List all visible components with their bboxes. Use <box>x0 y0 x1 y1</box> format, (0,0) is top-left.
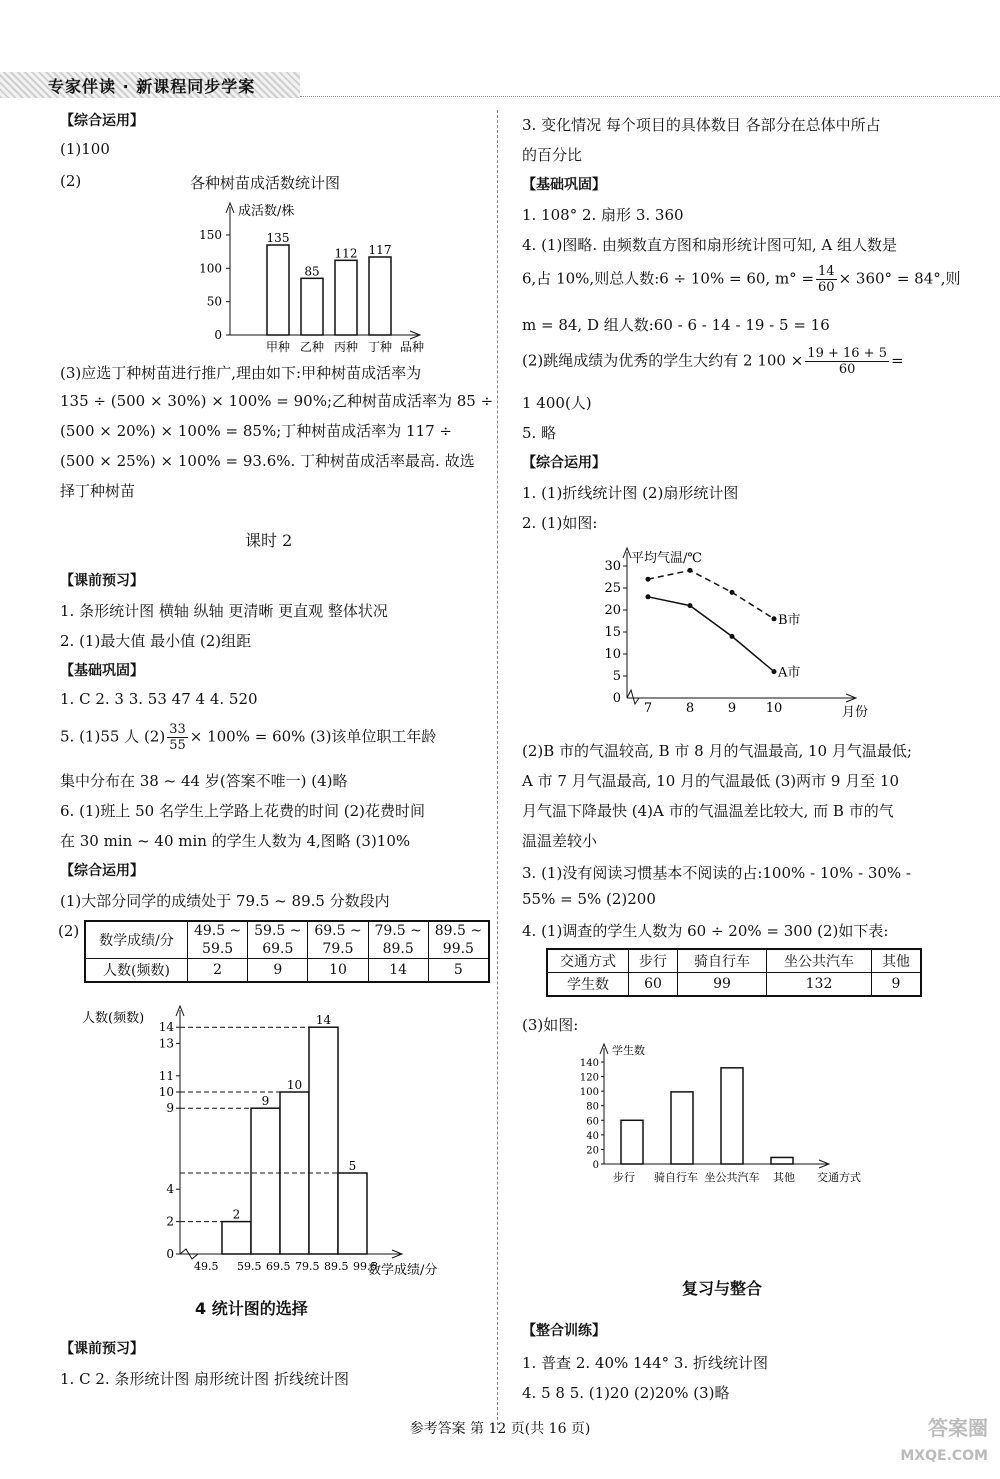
answer-line: 6. (1)班上 50 名学生上学路上花费的时间 (2)花费时间 <box>60 802 425 820</box>
answer-line: 4. 5 8 5. (1)20 (2)20% (3)略 <box>522 1384 730 1402</box>
bar-value-label: 117 <box>368 243 392 257</box>
answer-line: 的百分比 <box>522 146 583 164</box>
table-cell: 89.5 ~ <box>428 921 489 940</box>
watermark-url: MXQE.COM <box>900 1448 988 1464</box>
score-frequency-table <box>84 920 490 983</box>
table-header: 骑自行车 <box>678 949 767 973</box>
transport-bar-chart <box>572 1038 932 1188</box>
bar-value-label: 10 <box>286 1078 303 1092</box>
answer-line: (1)100 <box>60 140 110 158</box>
data-point <box>646 594 651 599</box>
y-tick-label: 11 <box>158 1068 174 1083</box>
answer-line: 1. C 2. 条形统计图 扇形统计图 折线统计图 <box>60 1370 349 1388</box>
table-cell: 60 <box>629 973 678 997</box>
answer-text: 6,占 10%,则总人数:6 ÷ 10% = 60, m° = <box>522 269 815 288</box>
table-cell: 5 <box>428 959 489 983</box>
y-axis-label: 成活数/株 <box>238 204 295 219</box>
answer-line: A 市 7 月气温最高, 10 月的气温最低 (3)两市 9 月至 10 <box>522 772 900 790</box>
numerator: 33 <box>169 722 186 737</box>
data-point <box>730 590 735 595</box>
answer-text: × 100% = 60% (3)该单位职工年龄 <box>189 727 437 746</box>
x-tick-label: 8 <box>685 701 695 716</box>
section-title: 4 统计图的选择 <box>195 1299 308 1318</box>
answer-line: (1)大部分同学的成绩处于 79.5 ~ 89.5 分数段内 <box>60 892 390 910</box>
y-tick-label: 20 <box>604 603 621 618</box>
table-row-label: 人数(频数) <box>85 959 188 983</box>
y-tick-label: 0 <box>612 691 621 706</box>
lesson-title: 课时 2 <box>245 531 293 550</box>
y-tick-label: 30 <box>604 559 621 574</box>
data-point <box>730 634 735 639</box>
x-tick-label: 7 <box>643 701 653 716</box>
answer-line: (500 × 20%) × 100% = 85%;丁种树苗成活率为 117 ÷ <box>60 422 453 440</box>
y-tick-label: 15 <box>604 625 621 640</box>
temperature-line-chart <box>562 538 902 738</box>
table-cell: 9 <box>248 959 308 983</box>
y-tick-label: 0 <box>166 1247 174 1261</box>
answer-line: 温温差较小 <box>522 832 598 850</box>
x-tick-label: 99.5 <box>353 1260 378 1273</box>
y-tick-label: 2 <box>166 1214 174 1229</box>
section-heading: 【课前预习】 <box>60 1341 144 1357</box>
page-footer: 参考答案 第 12 页(共 16 页) <box>409 1421 591 1437</box>
answer-line: 在 30 min ~ 40 min 的学生人数为 4,图略 (3)10% <box>60 832 411 850</box>
answer-line: 1. (1)折线统计图 (2)扇形统计图 <box>522 484 739 502</box>
y-tick-label: 80 <box>586 1101 599 1113</box>
x-axis-label: 月份 <box>842 705 869 720</box>
table-header: 数学成绩/分 <box>85 921 188 959</box>
header-rule <box>300 96 1000 97</box>
section-heading: 【综合运用】 <box>60 863 144 879</box>
series-label: B市 <box>778 612 801 628</box>
chart-title: 各种树苗成活数统计图 <box>190 174 341 192</box>
data-point <box>688 568 693 573</box>
y-tick-label: 25 <box>604 581 621 596</box>
y-axis-label: 平均气温/℃ <box>631 551 702 566</box>
denominator: 55 <box>169 738 186 753</box>
series-line <box>648 570 774 618</box>
y-axis-label: 学生数 <box>612 1044 645 1057</box>
table-cell: 10 <box>308 959 368 983</box>
numerator: 19 + 16 + 5 <box>807 346 887 361</box>
data-point <box>772 669 777 674</box>
answer-text: 5. (1)55 人 (2) <box>60 727 166 746</box>
y-tick-label: 40 <box>586 1130 599 1142</box>
table-cell: 99 <box>678 973 767 997</box>
watermark-logo: 答案圈 <box>928 1416 988 1440</box>
denominator: 60 <box>818 280 835 295</box>
answer-line: 择丁种树苗 <box>60 482 136 500</box>
series-label: A市 <box>778 665 801 681</box>
bar <box>338 1173 367 1254</box>
answer-text: = <box>890 351 904 370</box>
table-cell: 69.5 ~ <box>308 921 368 940</box>
bar <box>301 278 323 335</box>
x-tick-label: 49.5 <box>194 1260 219 1273</box>
bar <box>369 257 391 335</box>
answer-text: (2)跳绳成绩为优秀的学生大约有 2 100 × <box>522 351 804 370</box>
bar <box>267 245 289 335</box>
bar <box>251 1108 280 1254</box>
y-tick-label: 140 <box>579 1058 599 1069</box>
seedling-bar-chart <box>100 195 430 355</box>
x-axis-label: 品种 <box>400 340 425 354</box>
x-tick-label: 甲种 <box>265 340 291 354</box>
bar-value-label: 14 <box>315 1013 332 1028</box>
table-cell: 9 <box>872 973 922 997</box>
numerator: 14 <box>818 264 835 279</box>
bar-value-label: 112 <box>334 246 358 261</box>
header-title: 专家伴读 · 新课程同步学案 <box>48 77 256 96</box>
y-axis-label: 人数(频数) <box>82 1011 145 1026</box>
y-tick-label: 9 <box>166 1101 174 1116</box>
answer-line: m = 84, D 组人数:60 - 6 - 14 - 19 - 5 = 16 <box>522 316 830 334</box>
answer-line: 3. 变化情况 每个项目的具体数目 各部分在总体中所占 <box>522 116 881 134</box>
header-banner <box>0 72 300 98</box>
table-header: 其他 <box>872 949 922 973</box>
bar <box>621 1120 643 1164</box>
table-cell: 99.5 <box>428 940 489 959</box>
answer-line: (2)B 市的气温较高, B 市 8 月的气温最高, 10 月气温最低; <box>522 742 912 760</box>
series-line <box>648 597 774 672</box>
answer-line: 集中分布在 38 ~ 44 岁(答案不唯一) (4)略 <box>60 772 348 790</box>
table-cell: 14 <box>368 959 428 983</box>
x-axis-label: 数学成绩/分 <box>368 1263 438 1278</box>
fraction <box>167 722 188 753</box>
x-tick-label: 9 <box>727 701 737 716</box>
y-tick-label: 60 <box>586 1116 599 1128</box>
y-tick-label: 10 <box>604 647 621 662</box>
score-histogram <box>80 1002 490 1282</box>
x-tick-label: 69.5 <box>266 1260 291 1273</box>
transport-table <box>546 948 922 997</box>
section-heading: 【综合运用】 <box>522 455 606 471</box>
y-tick-label: 0 <box>592 1160 599 1171</box>
column-separator <box>497 110 498 1430</box>
fraction <box>816 264 837 295</box>
answer-line: 1. 普查 2. 40% 144° 3. 折线统计图 <box>522 1354 769 1372</box>
bar-value-label: 2 <box>232 1207 241 1222</box>
section-title: 复习与整合 <box>682 1279 763 1298</box>
bar <box>335 260 357 335</box>
y-tick-label: 50 <box>206 294 222 309</box>
data-point <box>772 616 777 621</box>
bar <box>222 1222 251 1254</box>
answer-line: (2) <box>60 172 82 190</box>
y-tick-label: 14 <box>158 1020 174 1035</box>
table-cell: 132 <box>767 973 872 997</box>
answer-line: 2. (1)最大值 最小值 (2)组距 <box>60 632 252 650</box>
x-axis-label: 交通方式 <box>817 1171 861 1184</box>
bar <box>721 1068 743 1164</box>
answer-line: 55% = 5% (2)200 <box>522 890 656 908</box>
table-header: 坐公共汽车 <box>767 949 872 973</box>
answer-line <box>60 722 436 753</box>
section-heading: 【基础巩固】 <box>60 663 144 679</box>
fraction <box>805 346 889 377</box>
y-tick-label: 5 <box>612 669 621 684</box>
section-heading: 【整合训练】 <box>522 1323 606 1339</box>
answer-line: 月气温下降最快 (4)A 市的气温温差比较大, 而 B 市的气 <box>522 802 894 820</box>
bar-value-label: 9 <box>261 1094 270 1109</box>
bar <box>671 1092 693 1164</box>
data-point <box>688 603 693 608</box>
section-heading: 【综合运用】 <box>60 113 144 129</box>
y-tick-label: 13 <box>158 1036 174 1051</box>
x-tick-label: 丙种 <box>333 340 359 354</box>
answer-line: (2) <box>58 922 80 940</box>
x-tick-label: 79.5 <box>295 1260 320 1273</box>
answer-line: (3)如图: <box>522 1016 579 1034</box>
answer-line: 2. (1)如图: <box>522 514 598 532</box>
answer-line: 1. 108° 2. 扇形 3. 360 <box>522 206 684 224</box>
y-tick-label: 100 <box>579 1087 599 1099</box>
x-tick-label: 59.5 <box>237 1260 262 1273</box>
x-tick-label: 其他 <box>773 1171 795 1184</box>
answer-line: 135 ÷ (500 × 30%) × 100% = 90%;乙种树苗成活率为 85 ÷ <box>60 392 494 410</box>
y-tick-label: 4 <box>166 1182 174 1197</box>
answer-line <box>522 346 904 377</box>
table-cell: 79.5 ~ <box>368 921 428 940</box>
answer-text: × 360° = 84°,则 <box>838 269 961 288</box>
section-heading: 【课前预习】 <box>60 573 144 589</box>
y-tick-label: 20 <box>586 1145 599 1157</box>
table-header: 步行 <box>629 949 678 973</box>
x-tick-label: 10 <box>765 701 783 716</box>
table-cell: 59.5 <box>188 940 248 959</box>
bar-value-label: 5 <box>348 1159 357 1173</box>
table-row-label: 学生数 <box>547 973 629 997</box>
answer-line: 5. 略 <box>522 424 557 442</box>
table-header: 交通方式 <box>547 949 629 973</box>
data-point <box>646 577 651 582</box>
answer-line: 1 400(人) <box>522 394 592 412</box>
x-tick-label: 骑自行车 <box>654 1171 698 1184</box>
table-cell: 59.5 ~ <box>248 921 308 940</box>
answer-line <box>522 264 961 295</box>
answer-line: 4. (1)调查的学生人数为 60 ÷ 20% = 300 (2)如下表: <box>522 922 889 940</box>
answer-line: 4. (1)图略. 由频数直方图和扇形统计图可知, A 组人数是 <box>522 236 898 254</box>
table-cell: 49.5 ~ <box>188 921 248 940</box>
denominator: 60 <box>838 362 856 377</box>
table-cell: 69.5 <box>248 940 308 959</box>
answer-line: 1. 条形统计图 横轴 纵轴 更清晰 更直观 整体状况 <box>60 602 388 620</box>
bar-value-label: 135 <box>266 231 290 245</box>
x-tick-label: 89.5 <box>324 1260 349 1273</box>
x-tick-label: 丁种 <box>367 340 393 354</box>
answer-line: 3. (1)没有阅读习惯基本不阅读的占:100% - 10% - 30% - <box>522 864 911 882</box>
y-tick-label: 120 <box>579 1072 599 1084</box>
y-tick-label: 0 <box>214 328 222 342</box>
table-cell: 89.5 <box>368 940 428 959</box>
section-heading: 【基础巩固】 <box>522 177 606 193</box>
table-cell: 2 <box>188 959 248 983</box>
bar-value-label: 85 <box>304 264 320 279</box>
x-tick-label: 坐公共汽车 <box>704 1171 760 1184</box>
bar <box>309 1027 338 1254</box>
bar <box>771 1157 793 1164</box>
answer-line: 1. C 2. 3 3. 53 47 4 4. 520 <box>60 690 258 708</box>
table-cell: 79.5 <box>308 940 368 959</box>
answer-line: (3)应选丁种树苗进行推广,理由如下:甲种树苗成活率为 <box>60 364 422 382</box>
y-tick-label: 150 <box>199 228 222 242</box>
y-tick-label: 100 <box>199 261 222 276</box>
x-tick-label: 步行 <box>613 1171 635 1184</box>
y-tick-label: 10 <box>158 1085 174 1099</box>
answer-line: (500 × 25%) × 100% = 93.6%. 丁种树苗成活率最高. 故选 <box>60 452 475 470</box>
x-tick-label: 乙种 <box>299 340 325 354</box>
